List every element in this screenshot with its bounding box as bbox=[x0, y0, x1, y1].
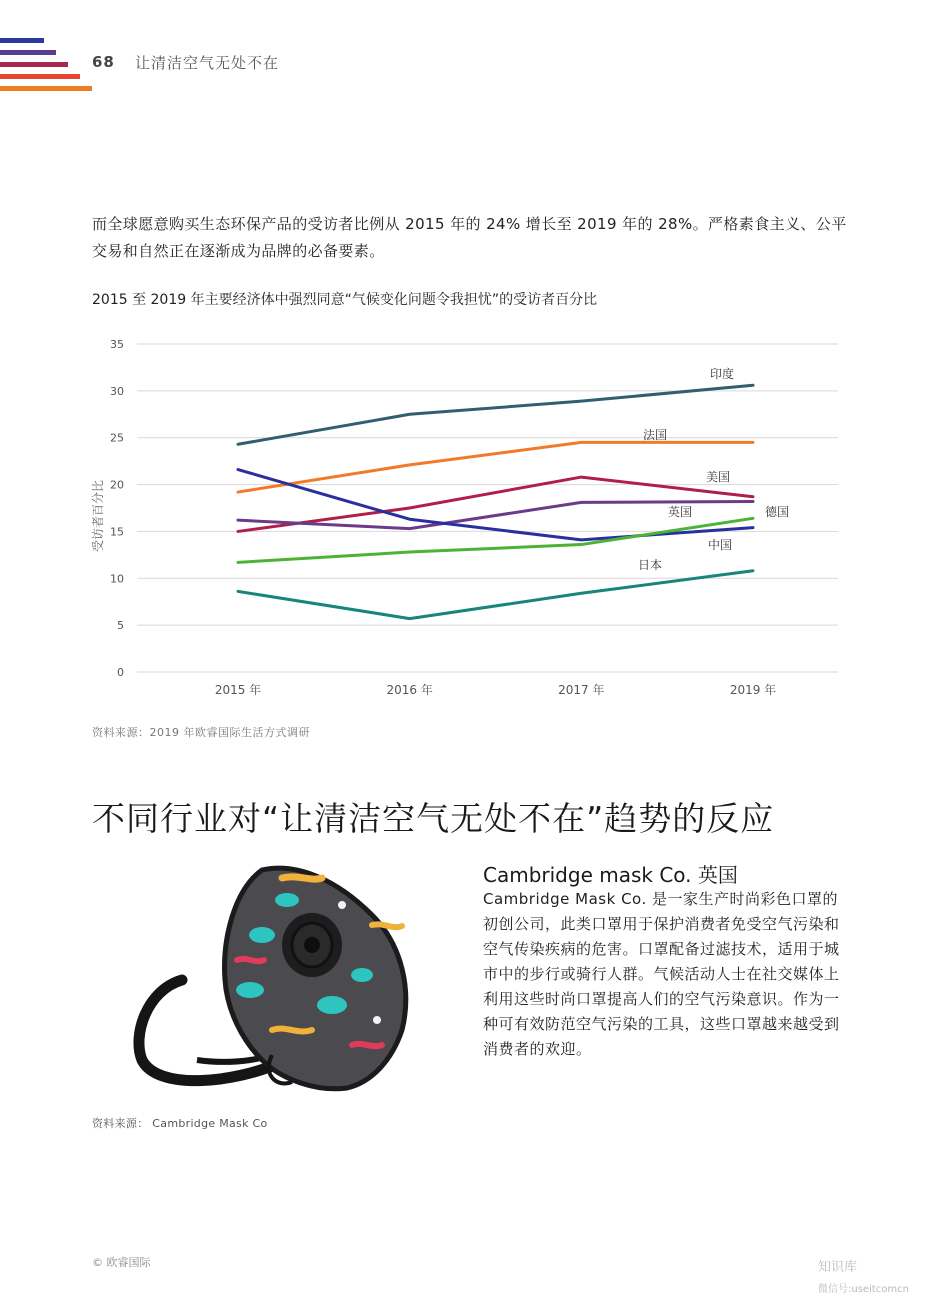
y-tick-label: 35 bbox=[110, 338, 124, 351]
y-axis-label: 受访者百分比 bbox=[91, 479, 105, 553]
x-tick-label: 2017 年 bbox=[558, 683, 605, 697]
company-description: Cambridge Mask Co. 是一家生产时尚彩色口罩的初创公司，此类口罩用于保护消费者免受空气污染和空气传染疾病的危害。口罩配备过滤技术，适用于城市中的步行或骑行人群。气候活动人士在社交媒体上利用这些时尚口罩提高人们的空气污染意识。作为一种可有效防范空气污染的工具，这些口罩越来越受到消费者的欢迎。 bbox=[483, 890, 840, 1058]
line-chart bbox=[80, 330, 860, 710]
watermark-id: 微信号:useitcomcn bbox=[818, 1284, 909, 1295]
header-stripe bbox=[0, 86, 92, 91]
series-label: 德国 bbox=[765, 505, 790, 519]
series-label: 英国 bbox=[667, 505, 693, 519]
header-stripes-logo bbox=[0, 36, 100, 96]
chart-source: 资料来源：2019 年欧睿国际生活方式调研 bbox=[92, 726, 310, 739]
series-label: 日本 bbox=[637, 558, 663, 572]
company-title: Cambridge mask Co. 英国 bbox=[483, 863, 738, 887]
x-tick-label: 2016 年 bbox=[386, 683, 433, 697]
series-label: 美国 bbox=[705, 470, 731, 484]
image-source: 资料来源： Cambridge Mask Co bbox=[92, 1117, 268, 1130]
y-tick-label: 30 bbox=[110, 384, 124, 398]
header-stripe bbox=[0, 74, 80, 79]
y-tick-label: 20 bbox=[110, 478, 124, 492]
y-tick-label: 25 bbox=[110, 431, 124, 445]
x-tick-label: 2015 年 bbox=[214, 683, 262, 697]
y-tick-label: 5 bbox=[117, 619, 124, 633]
series-label: 印度 bbox=[709, 367, 735, 381]
y-tick-label: 10 bbox=[110, 572, 124, 586]
chart-title: 2015 至 2019 年主要经济体中强烈同意“气候变化问题令我担忧”的受访者百分比 bbox=[92, 292, 598, 308]
series-label: 中国 bbox=[707, 538, 733, 552]
header-stripe bbox=[0, 38, 44, 43]
footer-copyright: © 欧睿国际 bbox=[92, 1256, 151, 1269]
intro-paragraph: 而全球愿意购买生态环保产品的受访者比例从 2015 年的 24% 增长至 2019 年的 28%。严格素食主义、公平交易和自然正在逐渐成为品牌的必备要素。 bbox=[92, 215, 847, 260]
watermark-name: 知识库 bbox=[818, 1260, 858, 1275]
series-label: 法国 bbox=[642, 428, 668, 442]
running-header-title: 让清洁空气无处不在 bbox=[135, 54, 280, 72]
section-heading: 不同行业对“让清洁空气无处不在”趋势的反应 bbox=[92, 799, 775, 838]
mask-product-photo bbox=[122, 860, 417, 1095]
y-tick-label: 15 bbox=[110, 525, 124, 539]
series-line bbox=[238, 385, 753, 444]
y-tick-label: 0 bbox=[117, 666, 124, 679]
header-stripe bbox=[0, 62, 68, 67]
page-number: 68 bbox=[92, 53, 115, 71]
x-tick-label: 2019 年 bbox=[729, 683, 777, 697]
header-stripe bbox=[0, 50, 56, 55]
